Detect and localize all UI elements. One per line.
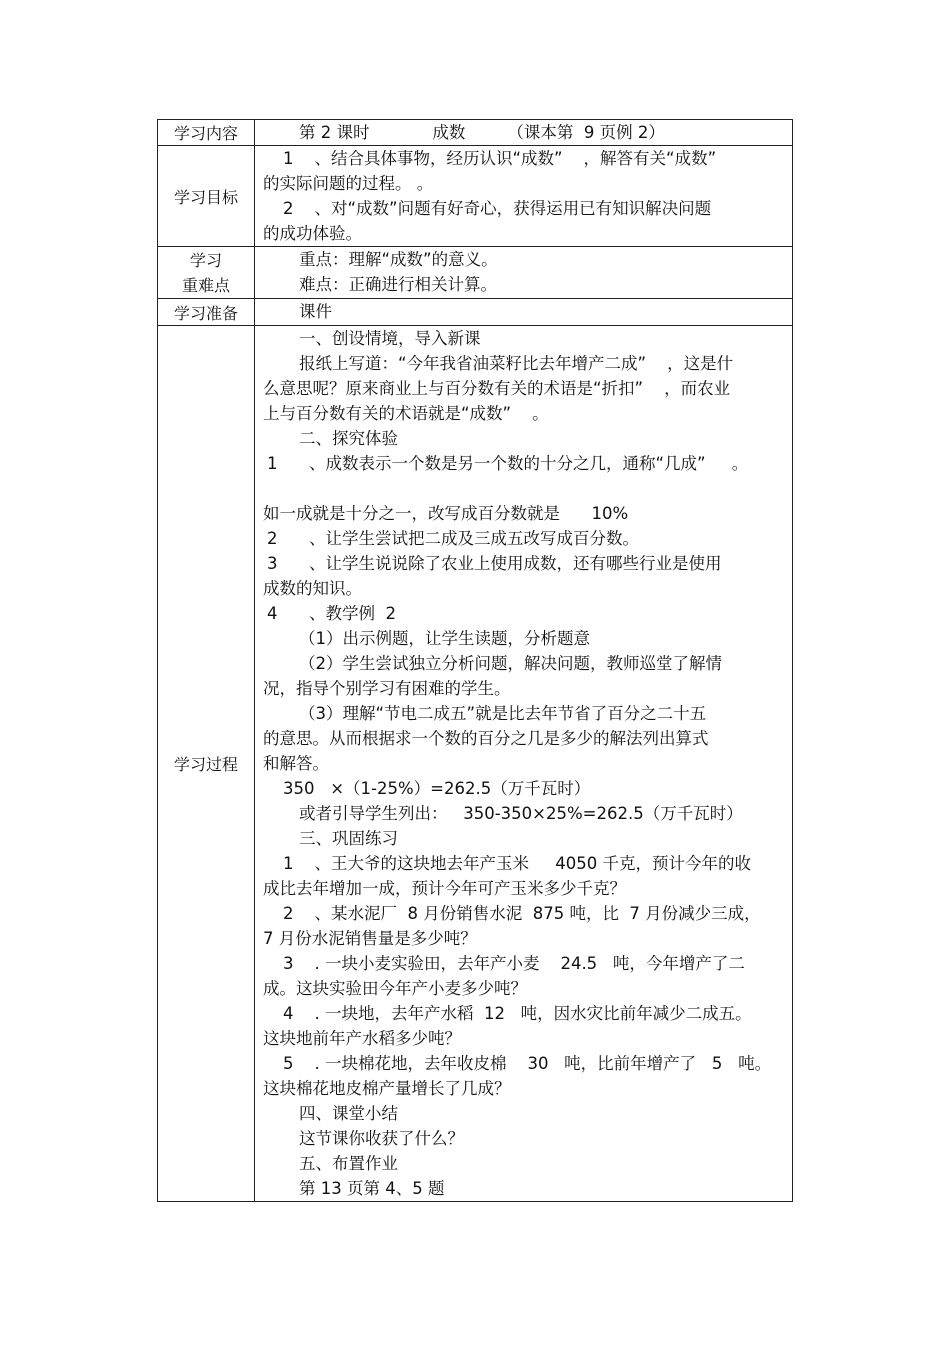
row-goals <box>158 146 793 247</box>
process-line: 这块棉花地皮棉产量增长了几成？ <box>263 1079 511 1098</box>
row-key-points <box>158 247 793 299</box>
process-line: 第 13 页第 4、5 题 <box>299 1179 445 1198</box>
goal-line: 的成功体验。 <box>263 224 362 243</box>
preparation-text: 课件 <box>299 302 332 321</box>
process-line: 上与百分数有关的术语就是“成数” 。 <box>263 404 549 423</box>
process-line: 4 . 一块地，去年产水稻 12 吨，因水灾比前年减少二成五。 <box>283 1004 752 1023</box>
process-line: 五、布置作业 <box>299 1154 398 1173</box>
process-line: 2 、某水泥厂 8 月份销售水泥 875 吨，比 7 月份减少三成， <box>283 904 761 923</box>
label-process: 学习过程 <box>158 326 255 1202</box>
process-line: 或者引导学生列出： 350-350×25%=262.5（万千瓦时） <box>299 804 743 823</box>
process-line: 4 、教学例 2 <box>267 604 396 623</box>
goal-line: 的实际问题的过程。 。 <box>263 174 434 193</box>
goal-line: 2 、对“成数”问题有好奇心，获得运用已有知识解决问题 <box>283 199 712 218</box>
process-line: 5 . 一块棉花地，去年收皮棉 30 吨，比前年增产了 5 吨。 <box>283 1054 772 1073</box>
process-line: （2）学生尝试独立分析问题，解决问题，教师巡堂了解情 <box>299 654 722 673</box>
label-preparation: 学习准备 <box>158 299 255 326</box>
label-content: 学习内容 <box>158 120 255 146</box>
process-line: 这块地前年产水稻多少吨？ <box>263 1029 461 1048</box>
process-line: 成。这块实验田今年产小麦多少吨？ <box>263 979 527 998</box>
process-line: 四、课堂小结 <box>299 1104 398 1123</box>
lesson-plan-table <box>157 119 793 1202</box>
key-point-line: 难点：正确进行相关计算。 <box>299 275 497 294</box>
process-line: 况，指导个别学习有困难的学生。 <box>263 679 511 698</box>
label-key-points <box>158 247 255 299</box>
process-line: 350 ×（1-25%）=262.5（万千瓦时） <box>283 779 591 798</box>
key-point-line: 重点：理解“成数”的意义。 <box>299 250 498 269</box>
row-process <box>158 326 793 1202</box>
process-line: 如一成就是十分之一，改写成百分数就是 10% <box>263 504 629 523</box>
process-line: 7 月份水泥销售量是多少吨？ <box>263 929 477 948</box>
row-preparation <box>158 299 793 326</box>
blank-line <box>255 476 792 501</box>
process-line: （1）出示例题，让学生读题，分析题意 <box>299 629 590 648</box>
content-text: 第 2 课时 成数 （课本第 9 页例 2） <box>299 123 665 142</box>
process-line: 一、创设情境，导入新课 <box>299 329 481 348</box>
process-line: 三、巩固练习 <box>299 829 398 848</box>
process-line: 的意思。从而根据求一个数的百分之几是多少的解法列出算式 <box>263 729 709 748</box>
process-line: 二、探究体验 <box>299 429 398 448</box>
process-line: 和解答。 <box>263 754 329 773</box>
process-line: 3 、让学生说说除了农业上使用成数，还有哪些行业是使用 <box>267 554 722 573</box>
row-content <box>158 120 793 146</box>
process-line: 1 、王大爷的这块地去年产玉米 4050 千克，预计今年的收 <box>283 854 751 873</box>
process-line: 2 、让学生尝试把二成及三成五改写成百分数。 <box>267 529 639 548</box>
process-line: 成数的知识。 <box>263 579 362 598</box>
label-key-points-line2: 重难点 <box>181 275 230 295</box>
label-key-points-line1: 学习 <box>189 250 222 270</box>
process-line: 成比去年增加一成，预计今年可产玉米多少千克？ <box>263 879 626 898</box>
process-line: （3）理解“节电二成五”就是比去年节省了百分之二十五 <box>299 704 707 723</box>
goal-line: 1 、结合具体事物，经历认识“成数” ，解答有关“成数” <box>283 149 717 168</box>
process-line: 这节课你收获了什么？ <box>299 1129 464 1148</box>
label-goals: 学习目标 <box>158 146 255 247</box>
process-line: 3 . 一块小麦实验田，去年产小麦 24.5 吨，今年增产了二 <box>283 954 745 973</box>
process-line: 1 、成数表示一个数是另一个数的十分之几，通称“几成” 。 <box>267 454 749 473</box>
process-line: 么意思呢？原来商业上与百分数有关的术语是“折扣” ，而农业 <box>263 379 731 398</box>
process-line: 报纸上写道：“今年我省油菜籽比去年增产二成” ，这是什 <box>299 354 734 373</box>
